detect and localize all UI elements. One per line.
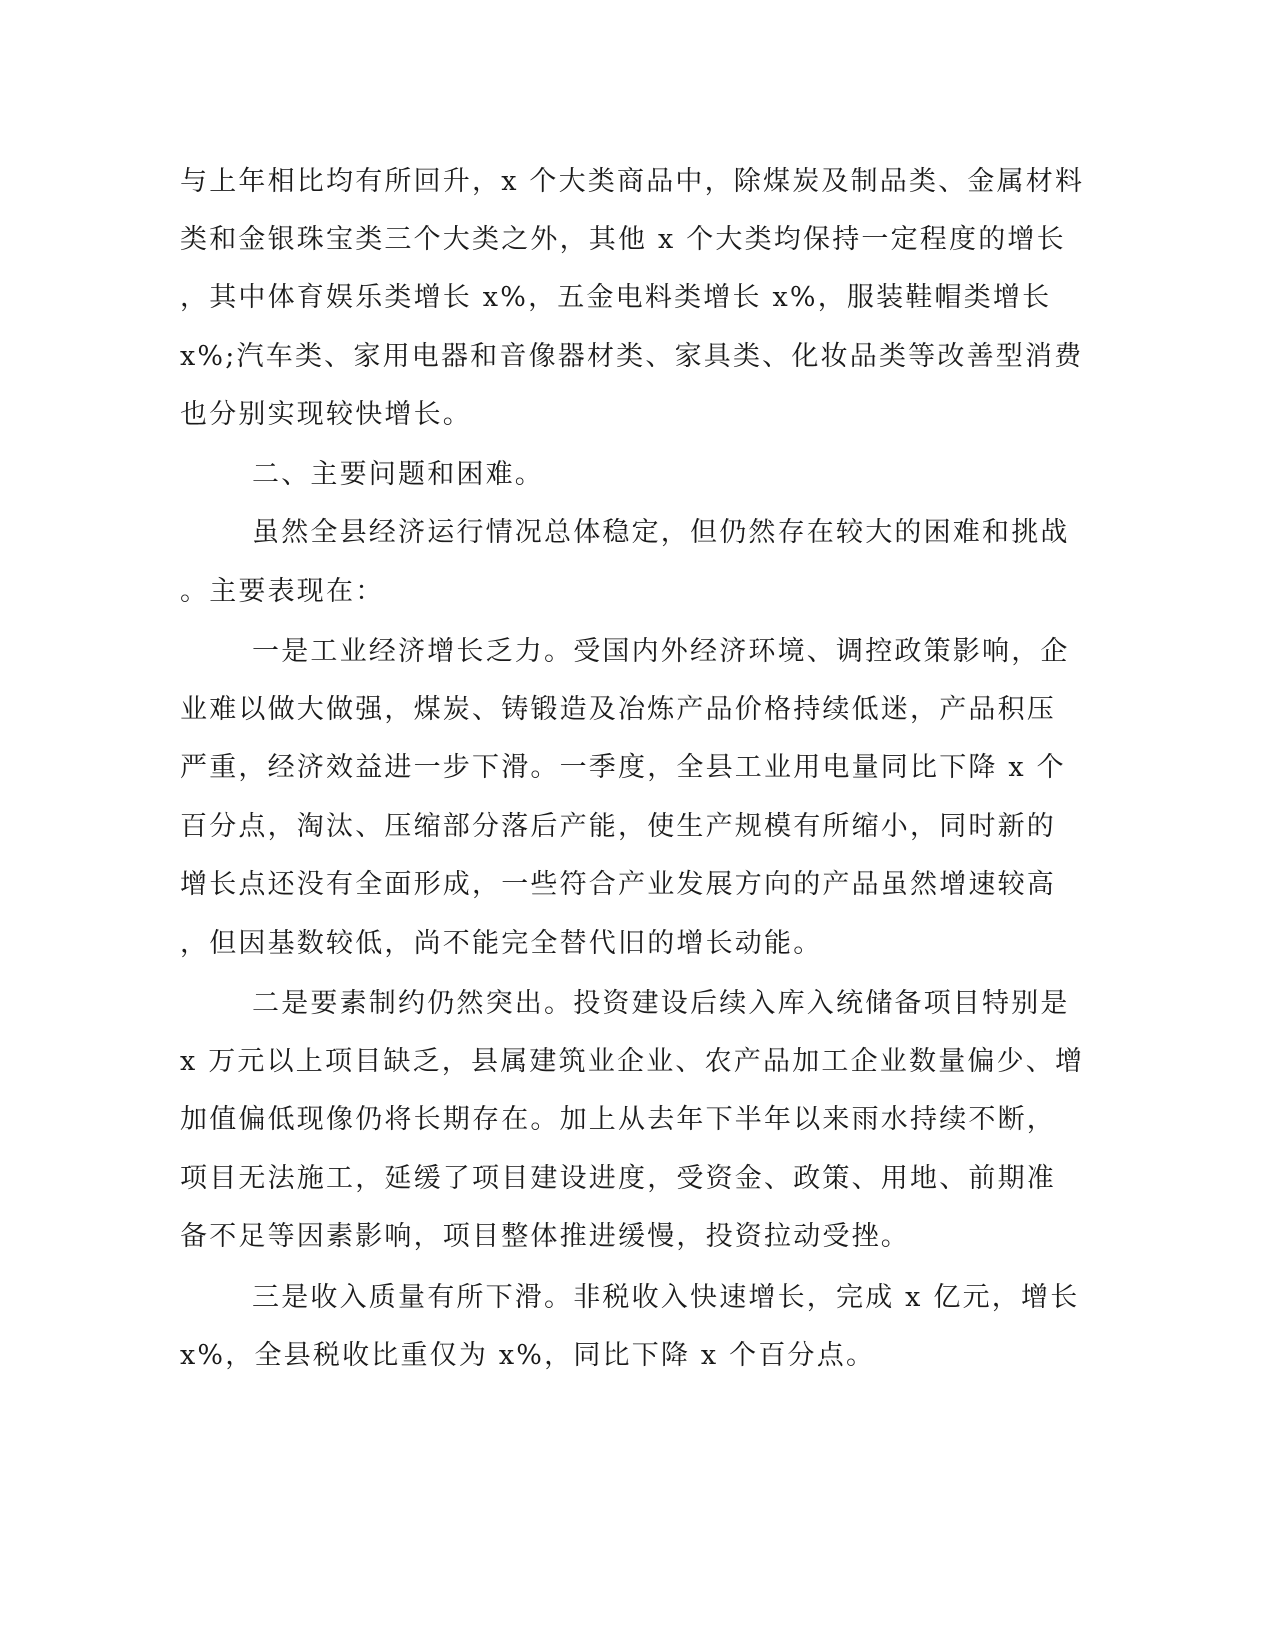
text-line: 。主要表现在： — [180, 576, 385, 607]
text-line: ，其中体育娱乐类增长 x%，五金电料类增长 x%，服装鞋帽类增长 — [180, 282, 1052, 313]
text-line: x%;汽车类、家用电器和音像器材类、家具类、化妆品类等改善型消费 — [180, 341, 1084, 372]
text-line: x 万元以上项目缺乏，县属建筑业企业、农产品加工企业数量偏少、增 — [180, 1046, 1085, 1077]
text-line: 三是收入质量有所下滑。非税收入快速增长，完成 x 亿元，增长 — [252, 1282, 1080, 1313]
text-line: 百分点，淘汰、压缩部分落后产能，使生产规模有所缩小，同时新的 — [180, 811, 1056, 842]
text-line: 项目无法施工，延缓了项目建设进度，受资金、政策、用地、前期准 — [180, 1163, 1056, 1194]
text-line: 加值偏低现像仍将长期存在。加上从去年下半年以来雨水持续不断， — [180, 1104, 1056, 1135]
text-line: 虽然全县经济运行情况总体稳定，但仍然存在较大的困难和挑战 — [252, 517, 1070, 548]
text-line: 也分别实现较快增长。 — [180, 399, 472, 430]
text-line: 备不足等因素影响，项目整体推进缓慢，投资拉动受挫。 — [180, 1221, 910, 1252]
section-heading: 二、主要问题和困难。 — [252, 459, 544, 490]
text-line: 类和金银珠宝类三个大类之外，其他 x 个大类均保持一定程度的增长 — [180, 224, 1066, 255]
text-line: 一是工业经济增长乏力。受国内外经济环境、调控政策影响，企 — [252, 636, 1070, 667]
text-line: x%，全县税收比重仅为 x%，同比下降 x 个百分点。 — [180, 1340, 876, 1371]
text-line: ，但因基数较低，尚不能完全替代旧的增长动能。 — [180, 928, 823, 959]
text-line: 二是要素制约仍然突出。投资建设后续入库入统储备项目特别是 — [252, 988, 1070, 1019]
text-line: 严重，经济效益进一步下滑。一季度，全县工业用电量同比下降 x 个 — [180, 752, 1066, 783]
text-line: 与上年相比均有所回升，x 个大类商品中，除煤炭及制品类、金属材料 — [180, 166, 1085, 197]
text-line: 增长点还没有全面形成，一些符合产业发展方向的产品虽然增速较高 — [180, 869, 1056, 900]
text-line: 业难以做大做强，煤炭、铸锻造及冶炼产品价格持续低迷，产品积压 — [180, 694, 1056, 725]
